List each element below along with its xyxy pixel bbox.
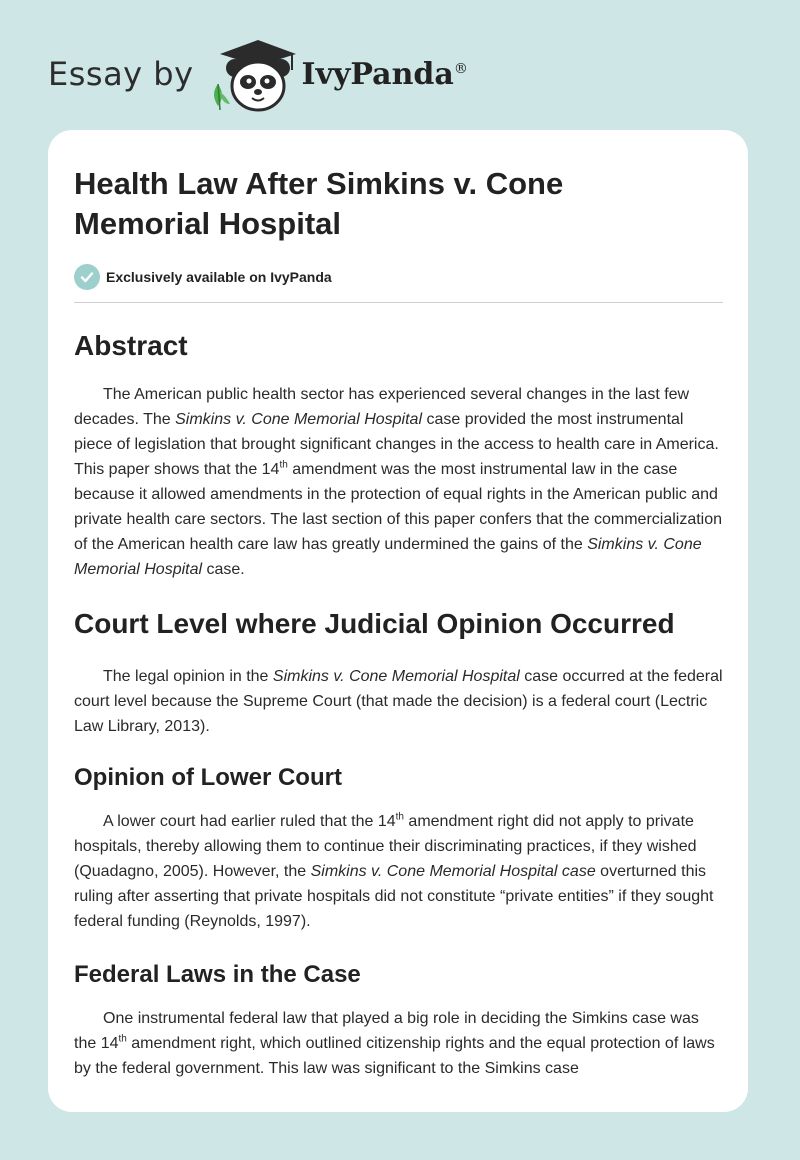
lower-court-paragraph: A lower court had earlier ruled that the 14th amendment right did not apply to private hospitals, thereby allowing them to continue their discriminating practices, if they wished (Quadagno, 2005). However, the Simkins v. Cone Memorial Hospital case overturned this ruling after asserting that private hospitals did not constitute “private entities” if they sought federal funding (Reynolds, 1997). [74, 811, 714, 930]
exclusive-badge-label: Exclusively available on IvyPanda [106, 269, 332, 285]
essay-by-label: Essay by [48, 55, 194, 93]
abstract-heading: Abstract [74, 330, 188, 361]
federal-laws-paragraph: One instrumental federal law that played a big role in deciding the Simkins case was the 14th amendment right, which outlined citizenship rights and the equal protection of laws by the federal government. This law was significant to the Simkins case [74, 1010, 715, 1077]
ivypanda-wordmark: IvyPanda® [301, 56, 468, 92]
title-divider [74, 302, 723, 303]
court-level-paragraph: The legal opinion in the Simkins v. Cone Memorial Hospital case occurred at the federal court level because the Supreme Court (that made the decision) is a federal court (Lectric Law Library, 2013). [74, 668, 723, 735]
brand-header [48, 34, 468, 114]
panda-logo-icon [208, 34, 298, 114]
court-level-heading: Court Level where Judicial Opinion Occurred [74, 608, 675, 639]
checkmark-icon [74, 264, 100, 290]
federal-laws-heading: Federal Laws in the Case [74, 961, 361, 988]
essay-title: Health Law After Simkins v. Cone Memorial Hospital [74, 166, 564, 241]
abstract-paragraph: The American public health sector has experienced several changes in the last few decades. The Simkins v. Cone Memorial Hospital case provided the most instrumental piece of legislation that brought significant changes in the access to health care in America. This paper shows that the 14th amendment was the most instrumental law in the case because it allowed amendments in the protection of equal rights in the American public and private health care sectors. The last section of this paper confers that the commercialization of the American health care law has greatly undermined the gains of the Simkins v. Cone Memorial Hospital case. [74, 386, 723, 578]
essay-body [74, 326, 724, 1081]
registered-mark: ® [453, 60, 468, 77]
essay-card [48, 130, 748, 1112]
exclusive-badge [74, 264, 332, 290]
lower-court-heading: Opinion of Lower Court [74, 764, 342, 791]
